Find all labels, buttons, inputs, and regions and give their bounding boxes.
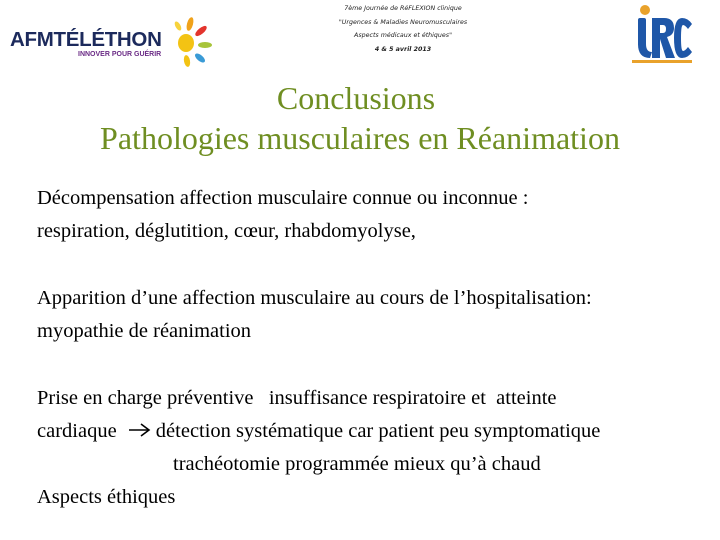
slide-title-line-1: Conclusions <box>276 80 436 116</box>
event-info-line-3: Aspects médicaux et éthiques" <box>354 32 452 40</box>
paragraph-3-line-1: Prise en charge préventive insuffisance respiratoire et atteinte <box>37 387 557 409</box>
paragraph-1-line-2: respiration, déglutition, cœur, rhabdomyolyse, <box>37 220 416 242</box>
slide-body <box>37 182 717 514</box>
afm-telethon-logo <box>6 14 220 72</box>
paragraph-gap <box>37 348 717 382</box>
jrc-logo-icon <box>630 2 694 64</box>
arrow-right-icon <box>128 422 152 438</box>
slide-title <box>0 78 720 158</box>
slide-title-line-2: Pathologies musculaires en Réanimation <box>100 120 620 156</box>
paragraph-gap <box>37 248 717 282</box>
paragraph-2-line-2: myopathie de réanimation <box>37 320 252 342</box>
event-info-line-1: 7ème Journée de RéFLEXION clinique <box>344 5 462 12</box>
sun-petals-icon <box>156 14 220 72</box>
paragraph-2-line-1: Apparition d’une affection musculaire au cours de l’hospitalisation: <box>37 287 592 309</box>
event-info <box>318 2 488 56</box>
paragraph-3-line-2-start: cardiaque <box>37 420 122 442</box>
paragraph-3-line-3: trachéotomie programmée mieux qu’à chaud <box>173 453 541 475</box>
event-info-line-2: "Urgences & Maladies Neuromusculaires <box>338 18 468 26</box>
event-info-date: 4 & 5 avril 2013 <box>374 45 432 53</box>
paragraph-4: Aspects éthiques <box>37 486 176 508</box>
paragraph-1-line-1: Décompensation affection musculaire connue ou inconnue : <box>37 187 529 209</box>
paragraph-3-line-2-end: détection systématique car patient peu symptomatique <box>155 420 601 442</box>
afm-tagline: INNOVER POUR GUÉRIR <box>78 51 162 58</box>
afm-brand-text: AFMTÉLÉTHON <box>10 28 162 51</box>
paragraph-3-line-2 <box>37 415 717 448</box>
